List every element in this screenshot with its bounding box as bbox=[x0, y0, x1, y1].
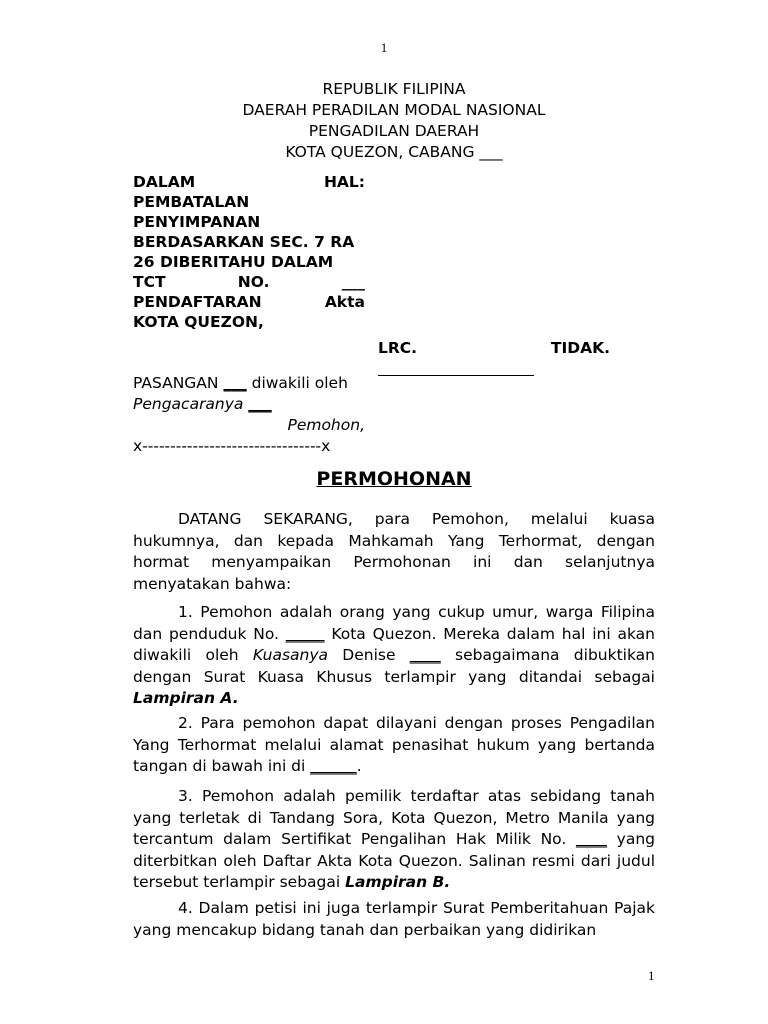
caption-line-3: PENYIMPANAN bbox=[133, 213, 261, 231]
caption-pendaftaran: PENDAFTARAN bbox=[133, 293, 262, 311]
pengacara-blank: ___ bbox=[248, 395, 272, 413]
paragraph-4: 4. Dalam petisi ini juga terlampir Surat Pemberitahuan Pajak yang mencakup bidang tanah dan perbaikan yang didirikan bbox=[133, 899, 655, 939]
paragraph-intro: DATANG SEKARANG, para Pemohon, melalui kuasa hukumnya, dan kepada Mahkamah Yang Terhormat, dengan hormat menyampaikan Permohonan ini dan selanjutnya menyatakan bahwa: bbox=[133, 510, 655, 593]
paragraph-3: 3. Pemohon adalah pemilik terdaftar atas sebidang tanah yang terletak di Tandang Sora, Kota Quezon, Metro Manila yang tercantum dalam Sertifikat Pengalihan Hak Milik No. ____ yang diterbitkan oleh Daftar Akta Kota Quezon. Salinan resmi dari judul tersebut terlampir sebagai Lampiran B. bbox=[133, 787, 655, 891]
caption-no: NO. bbox=[237, 273, 270, 291]
header-line-3: PENGADILAN DAERAH bbox=[308, 122, 480, 140]
pasangan-label: PASANGAN bbox=[133, 374, 219, 392]
caption-hal: HAL: bbox=[323, 173, 365, 191]
paragraph-2: 2. Para pemohon dapat dilayani dengan proses Pengadilan Yang Terhormat melalui alamat penasihat hukum yang bertanda tangan di bawah ini di ______. bbox=[133, 714, 655, 775]
caption-line-2: PEMBATALAN bbox=[133, 193, 250, 211]
lampiran-a: Lampiran A. bbox=[133, 689, 239, 707]
pengacara-label: Pengacaranya bbox=[133, 395, 244, 413]
caption-line-4: BERDASARKAN SEC. 7 RA bbox=[133, 233, 355, 251]
diwakili-label: diwakili oleh bbox=[246, 374, 348, 392]
party-block bbox=[133, 373, 365, 457]
document-title: PERMOHONAN bbox=[316, 468, 472, 490]
caption-tct: TCT bbox=[133, 273, 166, 291]
case-caption bbox=[133, 172, 365, 332]
caption-tct-blank: ___ bbox=[341, 273, 365, 291]
court-header bbox=[0, 79, 768, 163]
header-line-1: REPUBLIK FILIPINA bbox=[322, 80, 466, 98]
paragraph-1: 1. Pemohon adalah orang yang cukup umur, warga Filipina dan penduduk No. _____ Kota Quezon. Mereka dalam hal ini akan diwakili oleh Kuasanya Denise ____ sebagaimana dibuktikan dengan Surat Kuasa Khusus terlampir yang ditandai sebagai Lampiran A. bbox=[133, 603, 655, 707]
header-line-2: DAERAH PERADILAN MODAL NASIONAL bbox=[242, 101, 546, 119]
case-number bbox=[378, 337, 610, 376]
page-number-top: 1 bbox=[380, 40, 388, 55]
lampiran-b: Lampiran B. bbox=[345, 873, 451, 891]
lrc-label: LRC. bbox=[378, 339, 418, 357]
page-number-bottom: 1 bbox=[648, 968, 655, 983]
caption-line-5: 26 DIBERITAHU DALAM bbox=[133, 253, 334, 271]
pemohon-label: Pemohon, bbox=[287, 416, 365, 434]
pasangan-blank: ___ bbox=[223, 374, 247, 392]
caption-akta: Akta bbox=[324, 293, 365, 311]
caption-dalam: DALAM bbox=[133, 173, 196, 191]
caption-kota: KOTA QUEZON, bbox=[133, 313, 264, 331]
header-line-4: KOTA QUEZON, CABANG ___ bbox=[285, 143, 503, 161]
caption-separator: x--------------------------------x bbox=[133, 437, 331, 455]
tidak-label: TIDAK. bbox=[550, 339, 610, 357]
case-number-blank bbox=[378, 359, 534, 376]
